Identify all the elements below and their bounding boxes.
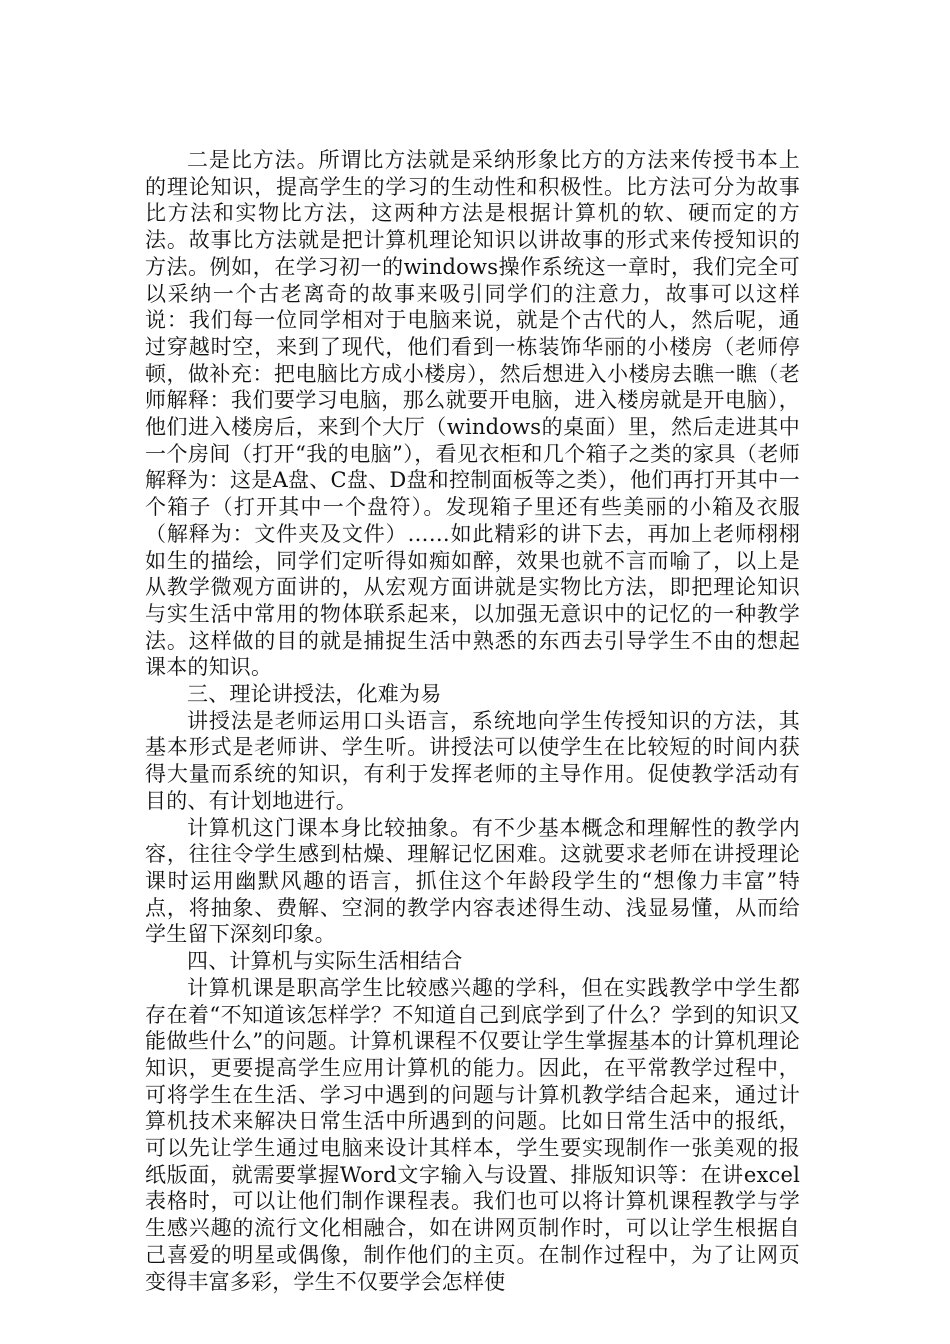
paragraph-analogy-method: 二是比方法。所谓比方法就是采纳形象比方的方法来传授书本上的理论知识，提高学生的学习的生动性和积极性。比方法可分为故事比方法和实物比方法，这两种方法是根据计算机的软、硬而定的方法。故事比方法就是把计算机理论知识以讲故事的形式来传授知识的方法。例如，在学习初一的windows操作系统这一章时，我们完全可以采纳一个古老离奇的故事来吸引同学们的注意力，故事可以这样说：我们每一位同学相对于电脑来说，就是个古代的人，然后呢，通过穿越时空，来到了现代，他们看到一栋装饰华丽的小楼房（老师停顿，做补充：把电脑比方成小楼房），然后想进入小楼房去瞧一瞧（老师解释：我们要学习电脑，那么就要开电脑，进入楼房就是开电脑），他们进入楼房后，来到个大厅（windows的桌面）里，然后走进其中一个房间（打开“我的电脑”），看见衣柜和几个箱子之类的家具（老师解释为：这是A盘、C盘、D盘和控制面板等之类），他们再打开其中一个箱子（打开其中一个盘符）。发现箱子里还有些美丽的小箱及衣服（解释为：文件夹及文件）……如此精彩的讲下去，再加上老师栩栩如生的描绘，同学们定听得如痴如醉，效果也就不言而喻了，以上是从教学微观方面讲的，从宏观方面讲就是实物比方法，即把理论知识与实生活中常用的物体联系起来，以加强无意识中的记忆的一种教学法。这样做的目的就是捕捉生活中熟悉的东西去引导学生不由的想起课本的知识。 <box>145 148 800 680</box>
section-heading-real-life: 四、计算机与实际生活相结合 <box>187 949 463 974</box>
section-heading-lecture-method: 三、理论讲授法，化难为易 <box>187 682 442 707</box>
paragraph-computer-abstract: 计算机这门课本身比较抽象。有不少基本概念和理解性的教学内容，往往令学生感到枯燥、理解记忆困难。这就要求老师在讲授理论课时运用幽默风趣的语言，抓住这个年龄段学生的“想像力丰富”特点，将抽象、费解、空洞的教学内容表述得生动、浅显易懂，从而给学生留下深刻印象。 <box>145 815 800 947</box>
paragraph-real-life-application: 计算机课是职高学生比较感兴趣的学科，但在实践教学中学生都存在着“不知道该怎样学？不知道自己到底学到了什么？学到的知识又能做些什么”的问题。计算机课程不仅要让学生掌握基本的计算机理论知识，更要提高学生应用计算机的能力。因此，在平常教学过程中，可将学生在生活、学习中遇到的问题与计算机教学结合起来，通过计算机技术来解决日常生活中所遇到的问题。比如日常生活中的报纸，可以先让学生通过电脑来设计其样本，学生要实现制作一张美观的报纸版面，就需要掌握Word文字输入与设置、排版知识等：在讲excel表格时，可以让他们制作课程表。我们也可以将计算机课程教学与学生感兴趣的流行文化相融合，如在讲网页制作时，可以让学生根据自己喜爱的明星或偶像，制作他们的主页。在制作过程中，为了让网页变得丰富多彩，学生不仅要学会怎样使 <box>145 975 800 1294</box>
paragraph-lecture-definition: 讲授法是老师运用口头语言，系统地向学生传授知识的方法，其基本形式是老师讲、学生听。讲授法可以使学生在比较短的时间内获得大量而系统的知识，有利于发挥老师的主导作用。促使教学活动有目的、有计划地进行。 <box>145 708 800 813</box>
document-body <box>145 147 800 1295</box>
